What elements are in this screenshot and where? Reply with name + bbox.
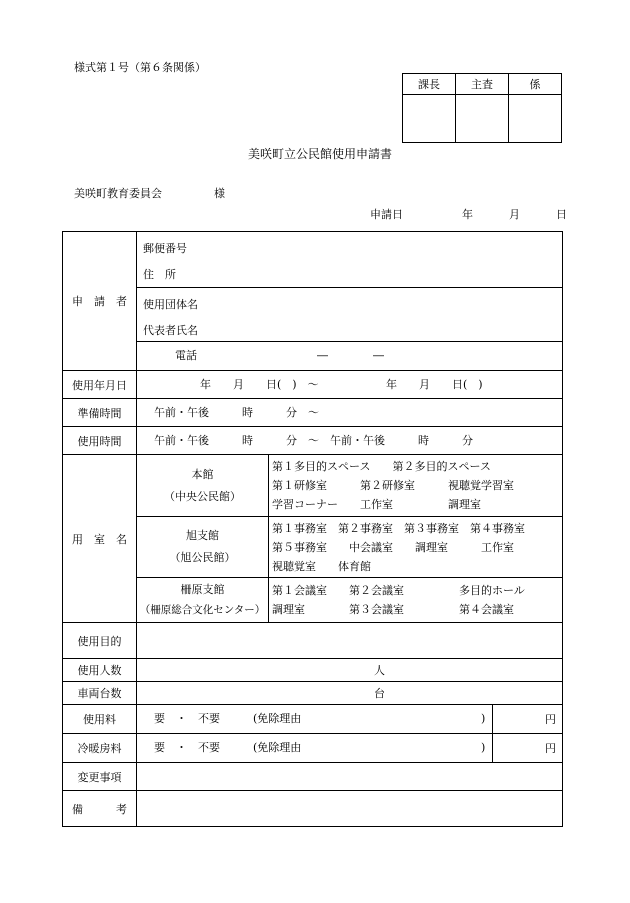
- usage-date-to: 年 月 日( ): [386, 378, 483, 391]
- branch-yanahara-rooms-line-2[interactable]: 調理室 第３会議室 第４会議室: [272, 603, 514, 616]
- representative-label: 代表者氏名: [143, 324, 198, 337]
- application-date-month[interactable]: 月: [509, 208, 520, 221]
- use-time-text: 午前・午後 時 分 〜 午前・午後 時 分: [154, 434, 473, 447]
- ac-fee-label: 冷暖房料: [63, 734, 137, 763]
- address-label: 住 所: [143, 268, 176, 281]
- vehicle-count-unit: 台: [374, 687, 385, 700]
- branch-asahi-rooms-line-2[interactable]: 第５事務室 中会議室 調理室 工作室: [272, 540, 514, 554]
- approval-stamp-box: [402, 73, 562, 143]
- usage-fee-close-paren: ): [481, 712, 486, 725]
- ac-fee-unit: 円: [545, 742, 557, 755]
- use-time-field[interactable]: [137, 427, 563, 455]
- application-form-table: [62, 231, 563, 827]
- usage-fee-label: 使用料: [63, 705, 137, 734]
- branch-yanahara-sub: （柵原総合文化センター）: [139, 604, 266, 616]
- usage-date-label: 使用年月日: [63, 371, 137, 399]
- applicant-address-cell[interactable]: [137, 232, 563, 288]
- application-date-day[interactable]: 日: [556, 208, 567, 221]
- purpose-field[interactable]: [137, 623, 563, 659]
- stamp-header-chief: 課長: [403, 74, 456, 95]
- branch-yanahara-cell: [137, 578, 269, 623]
- ac-fee-options: 要 ・ 不要 (免除理由: [154, 741, 302, 754]
- ac-fee-exemption[interactable]: [137, 734, 493, 763]
- applicant-phone-cell[interactable]: [137, 342, 563, 371]
- addressee-suffix: 様: [214, 187, 225, 200]
- vehicle-count-label: 車両台数: [63, 682, 137, 705]
- usage-fee-options: 要 ・ 不要 (免除理由: [154, 712, 302, 725]
- usage-fee-exemption[interactable]: [137, 705, 493, 734]
- branch-yanahara-name: 柵原支館: [180, 583, 225, 596]
- stamp-cell-supervisor[interactable]: [456, 95, 509, 143]
- usage-date-field[interactable]: [137, 371, 563, 399]
- branch-asahi-name: 旭支館: [186, 529, 219, 542]
- group-name-label: 使用団体名: [143, 298, 198, 311]
- branch-main-sub: （中央公民館）: [164, 489, 241, 503]
- people-count-label: 使用人数: [63, 659, 137, 682]
- branch-main-name: 本館: [191, 467, 214, 481]
- branch-main-rooms-line-1[interactable]: 第１多目的スペース 第２多目的スペース: [272, 460, 491, 473]
- purpose-label: 使用目的: [63, 623, 137, 659]
- stamp-header-staff: 係: [509, 74, 562, 95]
- phone-label: 電話: [175, 349, 197, 362]
- usage-fee-amount[interactable]: [493, 705, 563, 734]
- changes-label: 変更事項: [63, 763, 137, 791]
- applicant-group-cell[interactable]: [137, 288, 563, 342]
- page-title: 美咲町立公民館使用申請書: [248, 147, 393, 161]
- branch-asahi-rooms-line-1[interactable]: 第１事務室 第２事務室 第３事務室 第４事務室: [272, 521, 525, 535]
- ac-fee-amount[interactable]: [493, 734, 563, 763]
- people-count-field[interactable]: [137, 659, 563, 682]
- branch-asahi-cell: [137, 517, 269, 578]
- branch-main-rooms-line-2[interactable]: 第１研修室 第２研修室 視聴覚学習室: [272, 479, 514, 492]
- application-date-label: 申請日: [370, 208, 403, 221]
- remarks-field[interactable]: [137, 791, 563, 827]
- postal-code-label: 郵便番号: [143, 242, 187, 255]
- people-count-unit: 人: [374, 664, 385, 677]
- addressee-name: 美咲町教育委員会: [74, 187, 162, 200]
- vehicle-count-field[interactable]: [137, 682, 563, 705]
- room-name-label: 用 室 名: [63, 455, 137, 623]
- branch-yanahara-rooms[interactable]: [269, 578, 563, 623]
- prep-time-label: 準備時間: [63, 399, 137, 427]
- usage-fee-unit: 円: [545, 713, 557, 726]
- form-number: 様式第１号（第６条関係）: [74, 61, 206, 74]
- prep-time-field[interactable]: [137, 399, 563, 427]
- branch-asahi-rooms-line-3[interactable]: 視聴覚室 体育館: [272, 559, 371, 573]
- phone-dash-2: ―: [373, 349, 384, 362]
- application-date-year[interactable]: 年: [462, 208, 473, 221]
- ac-fee-close-paren: ): [481, 741, 486, 754]
- branch-main-rooms[interactable]: [269, 455, 563, 517]
- branch-main-rooms-line-3[interactable]: 学習コーナー 工作室 調理室: [272, 498, 481, 511]
- stamp-cell-chief[interactable]: [403, 95, 456, 143]
- phone-dash-1: ―: [317, 349, 328, 362]
- prep-time-text: 午前・午後 時 分 〜: [154, 406, 319, 419]
- branch-yanahara-rooms-line-1[interactable]: 第１会議室 第２会議室 多目的ホール: [272, 584, 525, 597]
- stamp-header-supervisor: 主査: [456, 74, 509, 95]
- branch-main-cell: [137, 455, 269, 517]
- changes-field[interactable]: [137, 763, 563, 791]
- usage-date-from: 年 月 日( ) 〜: [200, 378, 319, 391]
- branch-asahi-sub: （旭公民館）: [169, 551, 236, 564]
- use-time-label: 使用時間: [63, 427, 137, 455]
- remarks-label: 備 考: [63, 791, 137, 827]
- applicant-label: 申 請 者: [63, 232, 137, 371]
- stamp-cell-staff[interactable]: [509, 95, 562, 143]
- branch-asahi-rooms[interactable]: [269, 517, 563, 578]
